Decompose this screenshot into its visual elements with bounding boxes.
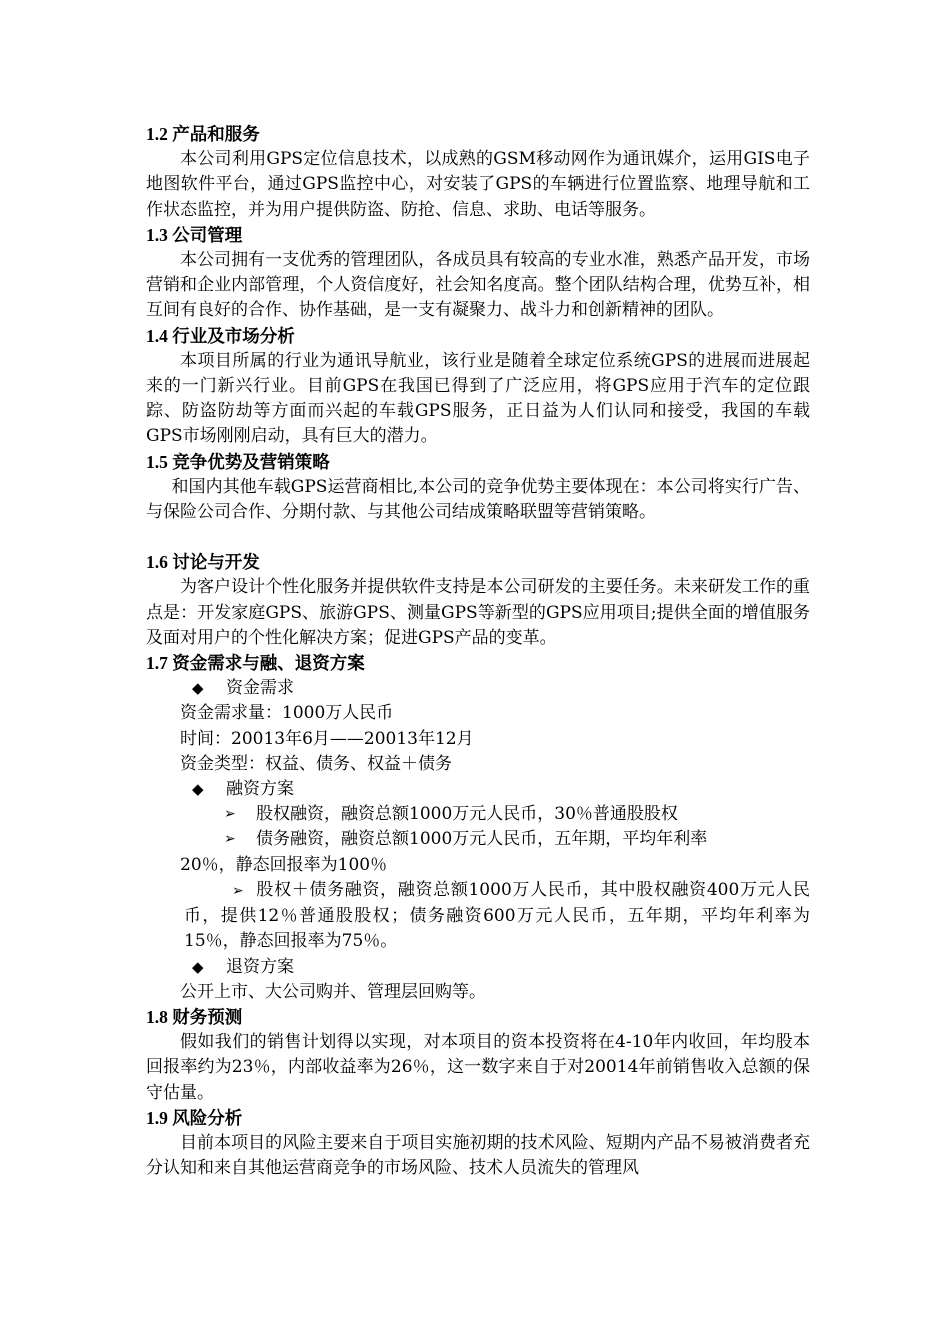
bullet-text: 退资方案 — [226, 956, 294, 977]
section-paragraph: 和国内其他车载GPS运营商相比,本公司的竞争优势主要体现在：本公司将实行广告、与保险公司合作、分期付款、与其他公司结成策略联盟等营销策略。 — [146, 476, 810, 523]
diamond-bullet-icon: ◆ — [192, 957, 204, 976]
arrow-bullet-icon: ➢ — [224, 806, 236, 823]
section-heading: 1.9 风险分析 — [146, 1107, 243, 1128]
section-heading: 1.6 讨论与开发 — [146, 552, 260, 573]
section-heading: 1.2 产品和服务 — [146, 124, 260, 144]
funding-line: 公开上市、大公司购并、管理层回购等。 — [180, 981, 486, 1002]
arrow-item — [146, 802, 810, 827]
bullet-item — [146, 676, 810, 701]
blank-line — [146, 525, 810, 550]
diamond-bullet-icon: ◆ — [192, 780, 204, 799]
funding-line: 时间：20013年6月——20013年12月 — [180, 728, 474, 749]
bullet-item — [146, 777, 810, 802]
bullet-text: 融资方案 — [226, 779, 294, 800]
section-heading: 1.4 行业及市场分析 — [146, 325, 295, 346]
arrow-text: 股权＋债务融资，融资总额1000万人民币，其中股权融资400万元人民币，提供12％普通股股权；债务融资600万元人民币，五年期，平均年利率为15％，静态回报率为75％。 — [184, 879, 810, 952]
section-heading: 1.5 竞争优势及营销策略 — [146, 451, 330, 472]
arrow-text: 股权融资，融资总额1000万元人民币，30％普通股股权 — [256, 804, 678, 825]
arrow-text-continuation: 20％，静态回报率为100％ — [180, 854, 388, 875]
section-heading: 1.8 财务预测 — [146, 1006, 243, 1027]
arrow-text: 债务融资，融资总额1000万元人民币，五年期，平均年利率 — [256, 829, 708, 850]
section-heading: 1.7 资金需求与融、退资方案 — [146, 653, 365, 674]
section-paragraph: 本公司拥有一支优秀的管理团队，各成员具有较高的专业水准，熟悉产品开发，市场营销和企业内部管理，个人资信度好，社会知名度高。整个团队结构合理，优势互补，相互间有良好的合作、协作基础，是一支有凝聚力、战斗力和创新精神的团队。 — [146, 250, 810, 321]
document-page — [146, 122, 810, 1181]
arrow-item — [146, 827, 810, 852]
arrow-item — [146, 878, 810, 955]
section-paragraph: 目前本项目的风险主要来自于项目实施初期的技术风险、短期内产品不易被消费者充分认知和来自其他运营商竞争的市场风险、技术人员流失的管理风 — [146, 1132, 810, 1179]
section-paragraph: 本项目所属的行业为通讯导航业，该行业是随着全球定位系统GPS的进展而进展起来的一门新兴行业。目前GPS在我国已得到了广泛应用，将GPS应用于汽车的定位跟踪、防盗防劫等方面而兴起的车载GPS服务，正日益为人们认同和接受，我国的车载GPS市场刚刚启动，具有巨大的潜力。 — [146, 350, 810, 447]
section-paragraph: 为客户设计个性化服务并提供软件支持是本公司研发的主要任务。未来研发工作的重点是：开发家庭GPS、旅游GPS、测量GPS等新型的GPS应用项目;提供全面的增值服务及面对用户的个性化解决方案；促进GPS产品的变革。 — [146, 577, 810, 648]
diamond-bullet-icon: ◆ — [192, 679, 204, 698]
bullet-item — [146, 955, 810, 980]
funding-line: 资金类型：权益、债务、权益＋债务 — [180, 753, 452, 774]
funding-line: 资金需求量：1000万人民币 — [180, 703, 394, 724]
arrow-bullet-icon: ➢ — [224, 831, 236, 848]
bullet-text: 资金需求 — [226, 678, 294, 699]
section-heading: 1.3 公司管理 — [146, 224, 243, 245]
arrow-bullet-icon: ➢ — [232, 882, 244, 899]
section-paragraph: 假如我们的销售计划得以实现，对本项目的资本投资将在4-10年内收回，年均股本回报率约为23％，内部收益率为26％，这一数字来自于对20014年前销售收入总额的保守估量。 — [146, 1032, 810, 1103]
section-paragraph: 本公司利用GPS定位信息技术，以成熟的GSM移动网作为通讯媒介，运用GIS电子地图软件平台，通过GPS监控中心，对安装了GPS的车辆进行位置监察、地理导航和工作状态监控，并为用户提供防盗、防抢、信息、求助、电话等服务。 — [146, 149, 810, 220]
